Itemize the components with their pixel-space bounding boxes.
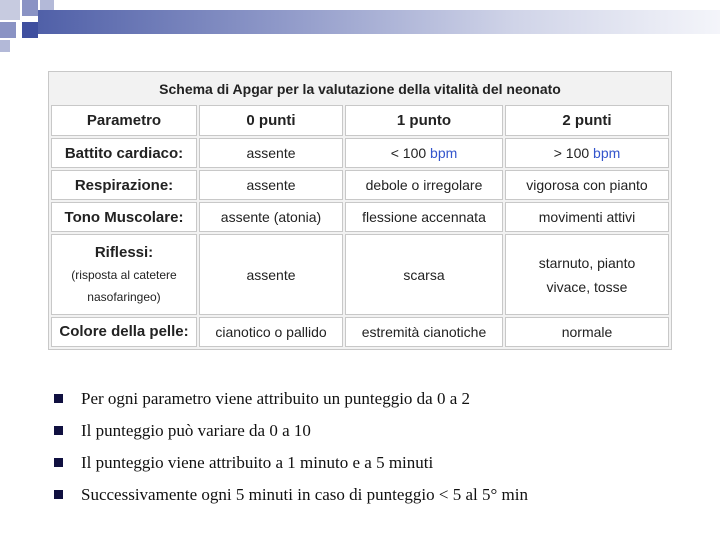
table-row <box>51 170 669 200</box>
bullet-text: Successivamente ogni 5 minuti in caso di punteggio < 5 al 5° min <box>81 485 528 504</box>
square-bullet-icon <box>54 426 63 435</box>
header-parametro: Parametro <box>51 105 197 136</box>
list-item <box>54 479 694 511</box>
header-2-punti: 2 punti <box>505 105 669 136</box>
value-cell: assente <box>199 234 343 315</box>
param-cell <box>51 234 197 315</box>
param-cell: Respirazione: <box>51 170 197 200</box>
header-0-punti: 0 punti <box>199 105 343 136</box>
square-bullet-icon <box>54 490 63 499</box>
value-cell: estremità cianotiche <box>345 317 503 347</box>
decor-square <box>22 0 38 16</box>
list-item <box>54 447 694 479</box>
header-1-punto: 1 punto <box>345 105 503 136</box>
value-cell: assente <box>199 170 343 200</box>
header-gradient-bar <box>38 10 720 34</box>
bullet-text: Per ogni parametro viene attribuito un punteggio da 0 a 2 <box>81 389 471 408</box>
square-bullet-icon <box>54 458 63 467</box>
bullet-list <box>54 383 694 511</box>
value-cell: cianotico o pallido <box>199 317 343 347</box>
param-cell: Tono Muscolare: <box>51 202 197 232</box>
value-cell <box>345 138 503 168</box>
value-cell: normale <box>505 317 669 347</box>
value-cell <box>505 138 669 168</box>
param-cell: Colore della pelle: <box>51 317 197 347</box>
value-cell: movimenti attivi <box>505 202 669 232</box>
bullet-text: Il punteggio viene attribuito a 1 minuto e a 5 minuti <box>81 453 434 472</box>
value-cell: assente (atonia) <box>199 202 343 232</box>
table-row <box>51 234 669 315</box>
value-cell: flessione accennata <box>345 202 503 232</box>
param-cell: Battito cardiaco: <box>51 138 197 168</box>
value-text: < 100 <box>390 145 431 162</box>
value-cell: debole o irregolare <box>345 170 503 200</box>
decor-square <box>0 22 16 38</box>
table-caption: Schema di Apgar per la valutazione della vitalità del neonato <box>51 74 669 103</box>
value-cell: assente <box>199 138 343 168</box>
table-row <box>51 317 669 347</box>
bpm-link[interactable]: bpm <box>593 145 621 162</box>
param-label: Riflessi: <box>94 243 154 261</box>
decor-square <box>0 40 10 52</box>
decor-square <box>40 0 54 10</box>
table-row <box>51 202 669 232</box>
square-bullet-icon <box>54 394 63 403</box>
apgar-table <box>49 72 671 349</box>
param-note: nasofaringeo) <box>87 289 161 304</box>
value-cell: vigorosa con pianto <box>505 170 669 200</box>
value-text: > 100 <box>553 145 594 162</box>
param-note: (risposta al catetere <box>71 267 177 282</box>
apgar-table-container <box>48 71 672 350</box>
bullet-text: Il punteggio può variare da 0 a 10 <box>81 421 311 440</box>
table-header-row <box>51 105 669 136</box>
value-cell: starnuto, pianto vivace, tosse <box>505 234 669 315</box>
table-row <box>51 138 669 168</box>
bpm-link[interactable]: bpm <box>430 145 458 162</box>
value-cell: scarsa <box>345 234 503 315</box>
decor-square <box>22 22 38 38</box>
decor-square <box>0 0 20 20</box>
list-item <box>54 383 694 415</box>
list-item <box>54 415 694 447</box>
